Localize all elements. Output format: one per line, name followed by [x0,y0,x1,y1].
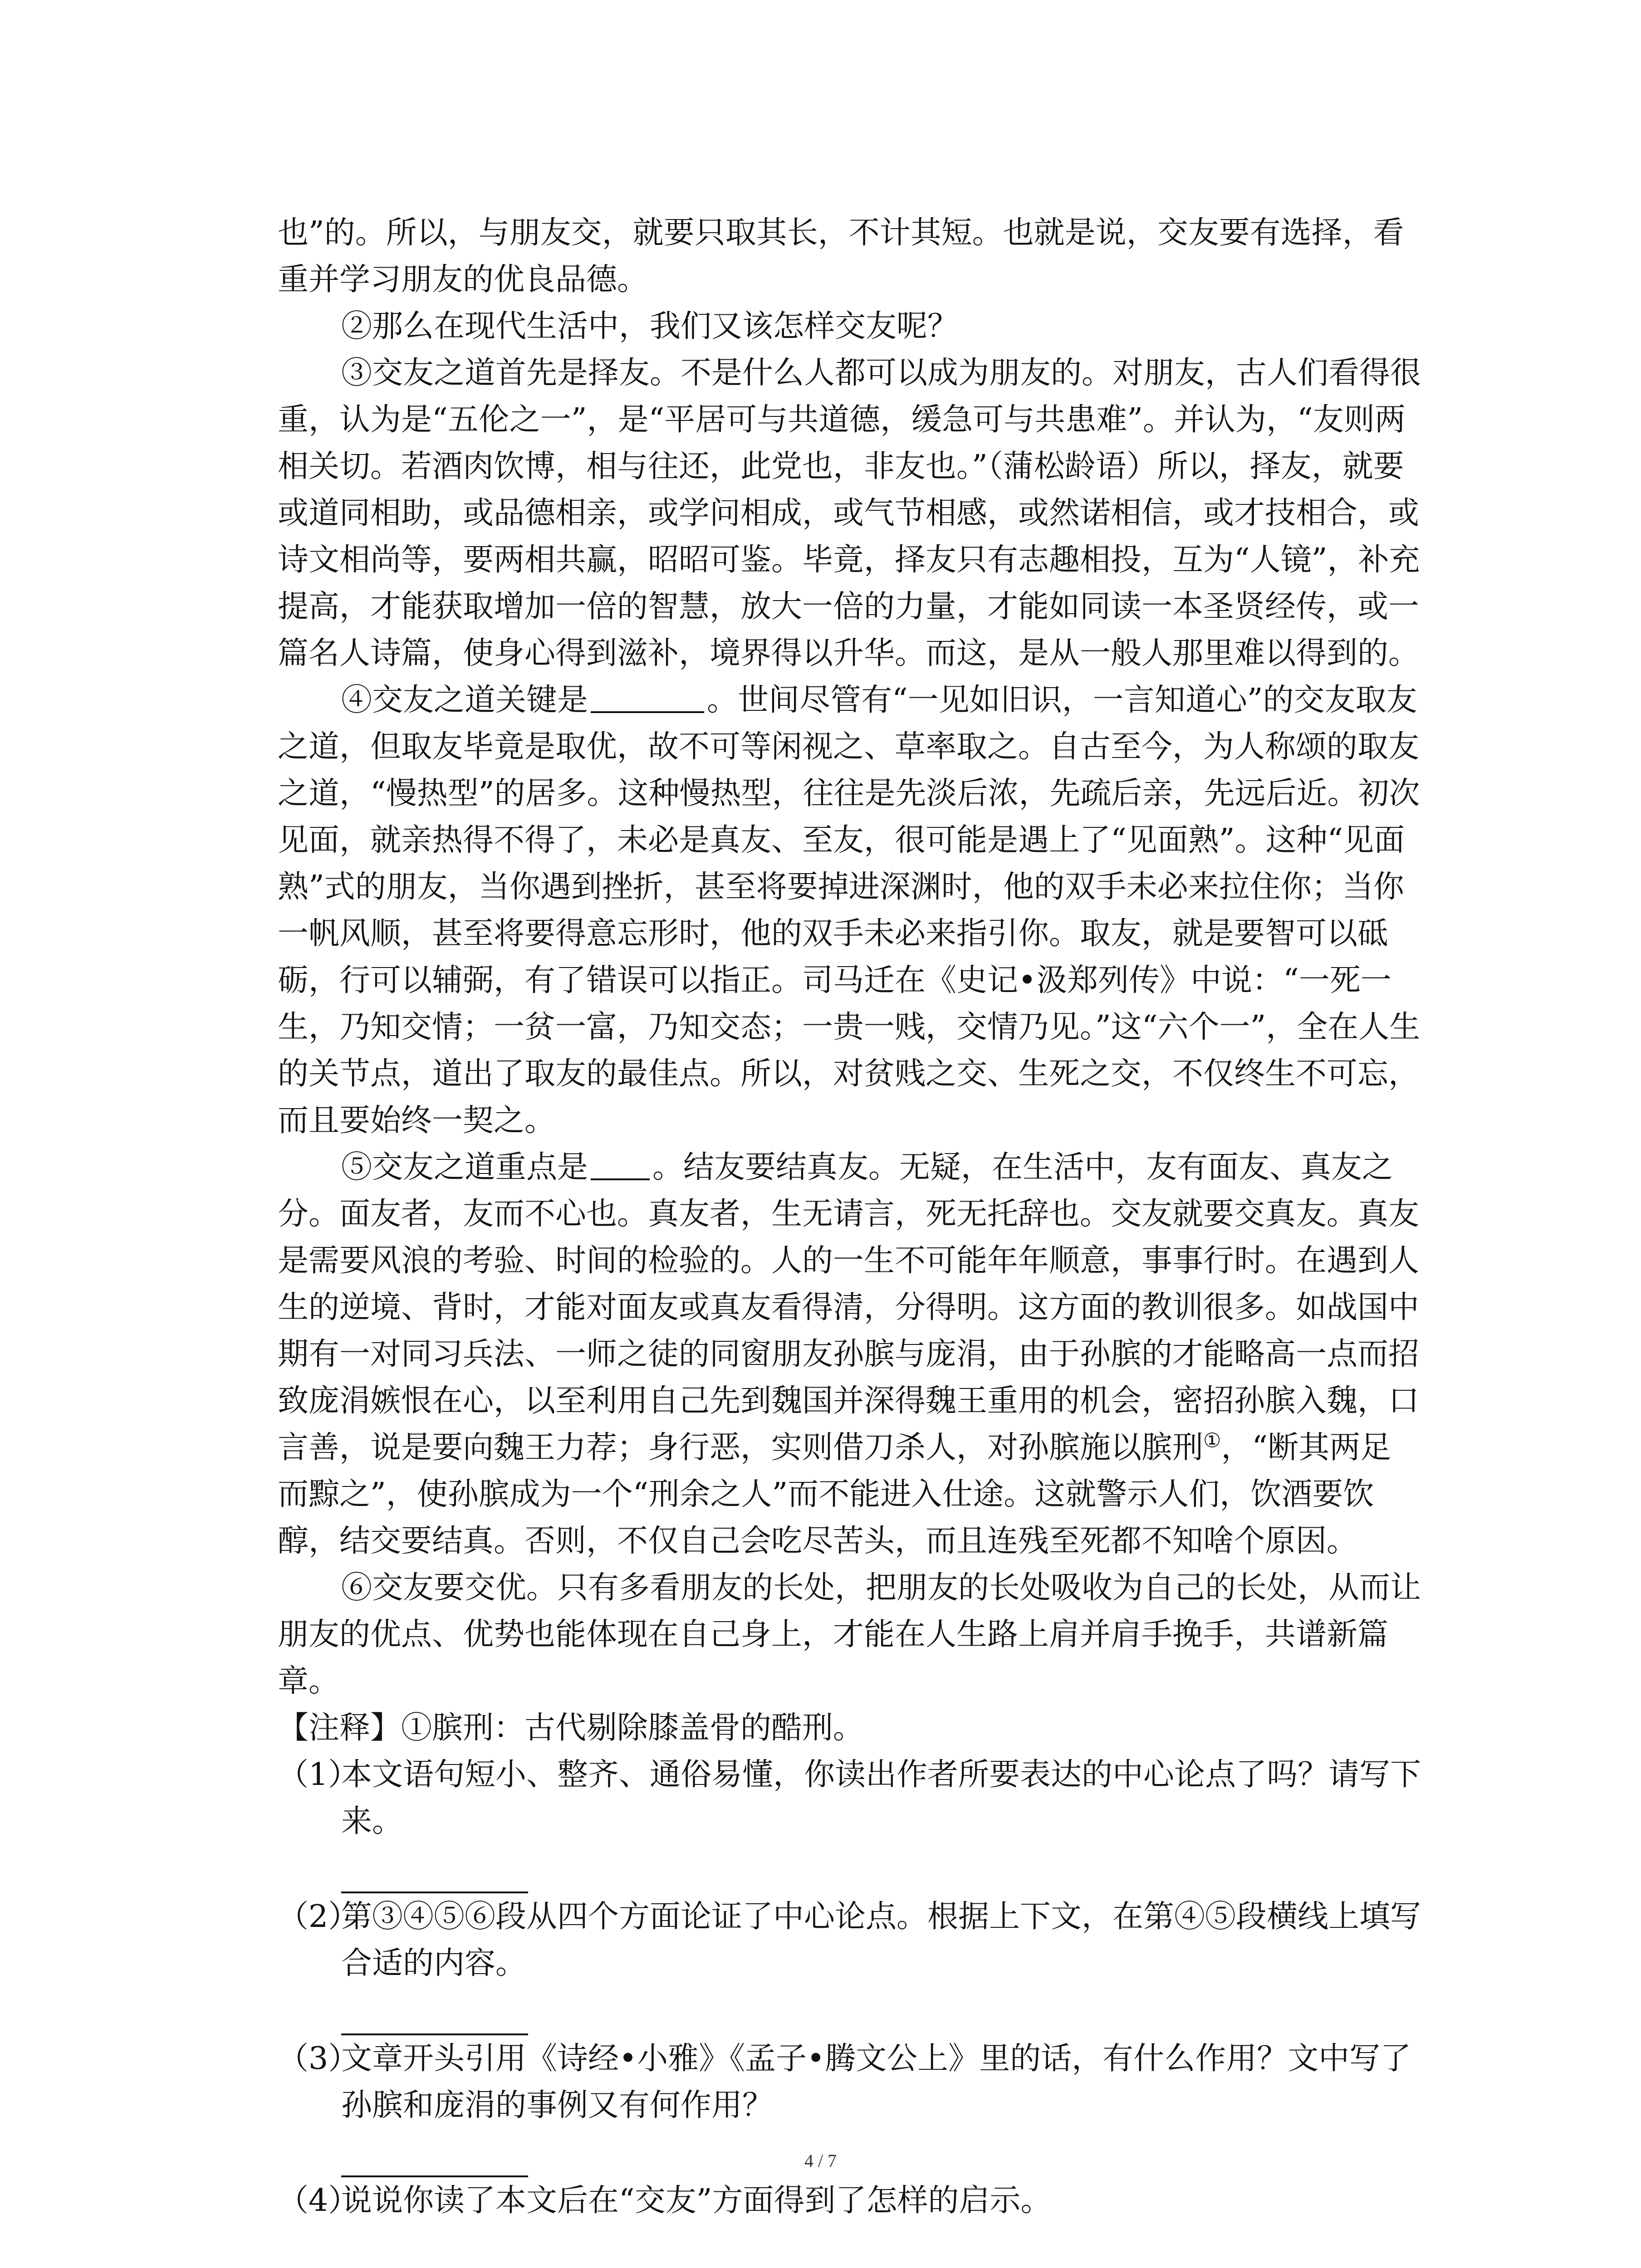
question-3-number: （3） [278,2041,359,2077]
paragraph-2: ②那么在现代生活中，我们又该怎样交友呢？ [341,308,959,344]
paragraph-4 [278,677,1421,1144]
question-2-text: 第③④⑤⑥段从四个方面论证了中心论点。根据上下文，在第④⑤段横线上填写合适的内容。 [341,1899,1421,1981]
paragraph-6: ⑥交友要交优。只有多看朋友的长处，把朋友的长处吸收为自己的长处，从而让朋友的优点、优势也能体现在自己身上，才能在人生路上肩并肩手挽手，共谱新篇章。 [278,1570,1421,1699]
paragraph-5-end: ，“断其两足而黥之”，使孙膑成为一个“刑余之人”而不能进入仕途。这就警示人们，饮酒要饮醇，结交要结真。否则，不仅自己会吃尽苦头，而且连残至死都不知啥个原因。 [278,1430,1391,1559]
footnote-marker: ① [1203,1429,1221,1452]
fill-blank-4[interactable] [591,684,704,713]
question-2 [278,1893,1421,1987]
question-3 [278,2035,1421,2129]
annotation-note: 【注释】①膑刑：古代剔除膝盖骨的酷刑。 [278,1710,864,1746]
paragraph-5-body: 。结友要结真友。无疑，在生活中，友有面友、真友之分。面友者，友而不心也。真友者，生无请言，死无托辞也。交友就要交真友。真友是需要风浪的考验、时间的检验的。人的一生不可能年年顺意，事事行时。在遇到人生的逆境、背时，才能对面友或真友看得清，分得明。这方面的教训很多。如战国中期有一对同习兵法、一师之徒的同窗朋友孙膑与庞涓，由于孙膑的才能略高一点而招致庞涓嫉恨在心，以至利用自己先到魏国并深得魏王重用的机会，密招孙膑入魏，口言善，说是要向魏王力荐；身行恶，实则借刀杀人，对孙膑施以膑刑 [278,1149,1420,1466]
question-4 [278,2177,1421,2224]
paragraph-3: ③交友之道首先是择友。不是什么人都可以成为朋友的。对朋友，古人们看得很重，认为是“五伦之一”，是“平居可与共道德，缓急可与共患难”。并认为，“友则两相关切。若酒肉饮博，相与往还，此党也，非友也。”（蒲松龄语）所以，择友，就要或道同相助，或品德相亲，或学问相成，或气节相感，或然诺相信，或才技相合，或诗文相尚等，要两相共赢，昭昭可鉴。毕竟，择友只有志趣相投，互为“人镜”，补充提高，才能获取增加一倍的智慧，放大一倍的力量，才能如同读一本圣贤经传，或一篇名人诗篇，使身心得到滋补，境界得以升华。而这，是从一般人那里难以得到的。 [278,355,1421,671]
fill-blank-5[interactable] [591,1151,650,1180]
question-3-text: 文章开头引用《诗经•小雅》《孟子•腾文公上》里的话，有什么作用？文中写了孙膑和庞涓的事例又有何作用？ [341,2041,1411,2123]
paragraph-continuation: 也”的。所以，与朋友交，就要只取其长，不计其短。也就是说，交友要有选择，看重并学习朋友的优良品德。 [278,215,1404,298]
question-1-text: 本文语句短小、整齐、通俗易懂，你读出作者所要表达的中心论点了吗？请写下来。 [341,1757,1421,1839]
question-2-number: （2） [278,1899,359,1935]
paragraph-4-lead: ④交友之道关键是 [341,682,588,718]
page-number: 4 / 7 [804,2151,837,2171]
question-1-number: （1） [278,1757,359,1793]
paragraph-4-body: 。世间尽管有“一见如旧识，一言知道心”的交友取友之道，但取友毕竟是取优，故不可等闲视之、草率取之。自古至今，为人称颂的取友之道，“慢热型”的居多。这种慢热型，往往是先淡后浓，先疏后亲，先远后近。初次见面，就亲热得不得了，未必是真友、至友，很可能是遇上了“见面熟”。这种“见面熟”式的朋友，当你遇到挫折，甚至将要掉进深渊时，他的双手未必来拉住你；当你一帆风顺，甚至将要得意忘形时，他的双手未必来指引你。取友，就是要智可以砥砺，行可以辅弼，有了错误可以指正。司马迁在《史记•汲郑列传》中说：“一死一生，乃知交情；一贫一富，乃知交态；一贵一贱，交情乃见。”这“六个一”，全在人生的关节点，道出了取友的最佳点。所以，对贫贱之交、生死之交，不仅终生不可忘，而且要始终一契之。 [278,682,1421,1139]
paragraph-5-lead: ⑤交友之道重点是 [341,1149,588,1185]
question-4-text: 说说你读了本文后在“交友”方面得到了怎样的启示。 [341,2183,1052,2219]
document-body [278,210,1421,2224]
question-4-number: （4） [278,2183,359,2219]
question-1 [278,1751,1421,1845]
paragraph-5 [278,1144,1421,1564]
